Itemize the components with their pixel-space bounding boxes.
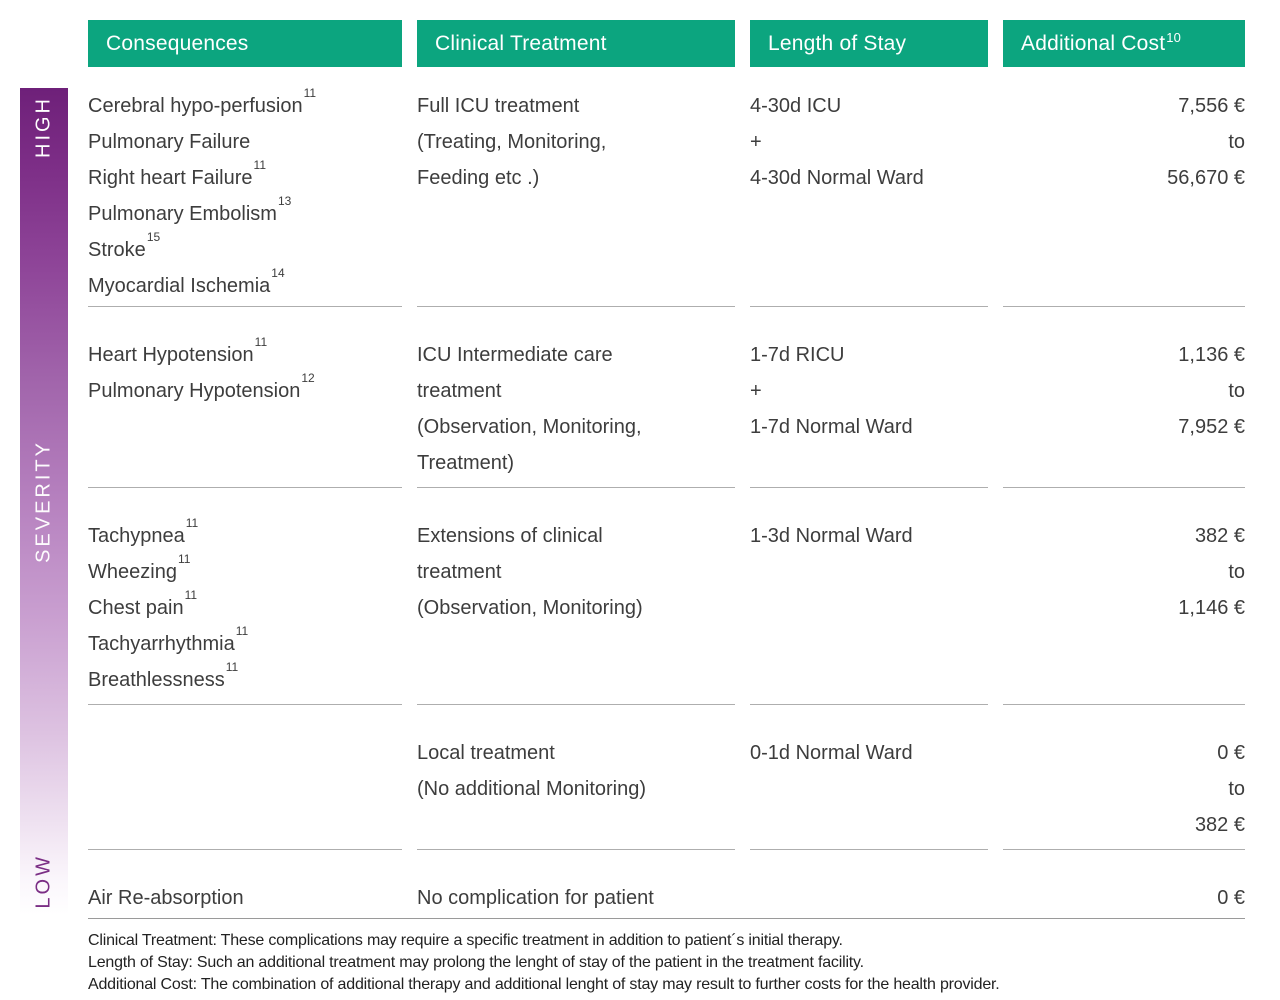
consequences-line: Pulmonary Embolism$^{13}$ bbox=[88, 194, 292, 225]
cost-line: 7,556 € bbox=[1178, 95, 1245, 117]
consequences-line: Chest pain$^{11}$ bbox=[88, 588, 198, 619]
treatment-line: treatment bbox=[417, 380, 502, 402]
treatment-line: treatment bbox=[417, 561, 502, 583]
cost-line: 1,136 € bbox=[1178, 344, 1245, 366]
footnote-additional-cost: Additional Cost: The combination of additional therapy and additional lenght of stay may result to further costs for the health provider. bbox=[88, 976, 1000, 993]
treatment-line: (Observation, Monitoring, bbox=[417, 416, 642, 438]
consequences-line: Pulmonary Hypotension$^{12}$ bbox=[88, 371, 315, 402]
cost-line: 56,670 € bbox=[1167, 167, 1245, 189]
consequences-line: Tachypnea$^{11}$ bbox=[88, 516, 199, 547]
cost-line: 0 € bbox=[1217, 887, 1245, 909]
consequences-line: Stroke$^{15}$ bbox=[88, 230, 161, 261]
stay-line: 4-30d ICU bbox=[750, 95, 842, 117]
footnotes bbox=[88, 930, 1228, 996]
severity-axis-label: SEVERITY bbox=[32, 440, 55, 563]
row-3-cost-cell bbox=[1003, 487, 1245, 704]
treatment-line: (Treating, Monitoring, bbox=[417, 131, 607, 153]
consequences-line: Pulmonary Failure bbox=[88, 131, 251, 153]
row-3-stay-cell bbox=[750, 487, 988, 704]
column-header-consequences bbox=[88, 20, 402, 67]
row-1-treatment-cell bbox=[417, 88, 735, 306]
stay-line: 1-3d Normal Ward bbox=[750, 525, 913, 547]
treatment-line: No complication for patient bbox=[417, 887, 654, 909]
row-2-stay-cell bbox=[750, 306, 988, 487]
consequences-line: Wheezing$^{11}$ bbox=[88, 552, 191, 583]
treatment-line: Treatment) bbox=[417, 452, 515, 474]
footnote-ref-superscript: 11 bbox=[254, 335, 268, 350]
cost-line: 1,146 € bbox=[1178, 597, 1245, 619]
cost-line: 382 € bbox=[1194, 814, 1245, 836]
severity-gradient-bar bbox=[20, 88, 68, 915]
footnote-ref-superscript: 11 bbox=[303, 86, 317, 101]
consequences-line: Heart Hypotension$^{11}$ bbox=[88, 335, 268, 366]
treatment-line: Feeding etc .) bbox=[417, 167, 540, 189]
row-5-treatment-cell bbox=[417, 849, 735, 922]
treatment-line: Full ICU treatment bbox=[417, 95, 580, 117]
complications-cost-table bbox=[88, 20, 1245, 922]
column-header-clinical-treatment bbox=[417, 20, 735, 67]
severity-low-label: LOW bbox=[32, 854, 55, 909]
row-3-treatment-cell bbox=[417, 487, 735, 704]
consequences-line: Air Re-absorption bbox=[88, 887, 244, 909]
row-4-cost-cell bbox=[1003, 704, 1245, 849]
treatment-line: (No additional Monitoring) bbox=[417, 778, 647, 800]
stay-line: + bbox=[750, 380, 762, 402]
column-header-label: Length of Stay bbox=[768, 31, 907, 55]
row-4-treatment-cell bbox=[417, 704, 735, 849]
row-1-cost-cell bbox=[1003, 88, 1245, 306]
footnote-ref-superscript: 15 bbox=[146, 230, 161, 245]
cost-line: to bbox=[1228, 380, 1245, 402]
row-2-consequences-cell bbox=[88, 306, 402, 487]
column-header-label: Consequences bbox=[106, 31, 249, 55]
consequences-line: Myocardial Ischemia$^{14}$ bbox=[88, 266, 285, 297]
stay-line: 0-1d Normal Ward bbox=[750, 742, 913, 764]
footnote-clinical-treatment: Clinical Treatment: These complications may require a specific treatment in addition to patient´s initial therapy. bbox=[88, 932, 843, 949]
table-bottom-divider bbox=[88, 918, 1245, 919]
row-2-cost-cell bbox=[1003, 306, 1245, 487]
footnote-length-of-stay: Length of Stay: Such an additional treatment may prolong the lenght of stay of the patient in the treatment facility. bbox=[88, 954, 864, 971]
row-5-consequences-cell bbox=[88, 849, 402, 922]
consequences-line: Cerebral hypo-perfusion$^{11}$ bbox=[88, 86, 317, 117]
cost-line: 382 € bbox=[1194, 525, 1245, 547]
treatment-line: Local treatment bbox=[417, 742, 555, 764]
footnote-ref-superscript: 11 bbox=[177, 552, 191, 567]
consequences-line: Breathlessness$^{11}$ bbox=[88, 660, 239, 691]
footnote-ref-superscript: 11 bbox=[225, 660, 239, 675]
row-5-cost-cell bbox=[1003, 849, 1245, 922]
cost-line: 7,952 € bbox=[1178, 416, 1245, 438]
column-header-length-of-stay bbox=[750, 20, 988, 67]
footnote-ref-superscript: 11 bbox=[235, 624, 249, 639]
severity-high-label: HIGH bbox=[32, 96, 55, 158]
row-4-stay-cell bbox=[750, 704, 988, 849]
stay-line: 4-30d Normal Ward bbox=[750, 167, 924, 189]
row-4-consequences-cell bbox=[88, 704, 402, 849]
column-header-label: Additional Cost bbox=[1021, 31, 1166, 55]
consequences-line: Tachyarrhythmia$^{11}$ bbox=[88, 624, 249, 655]
footnote-ref-superscript: 11 bbox=[253, 158, 266, 173]
treatment-line: ICU Intermediate care bbox=[417, 344, 613, 366]
cost-line: to bbox=[1228, 131, 1245, 153]
footnote-ref-superscript: 12 bbox=[301, 371, 315, 386]
footnote-ref-superscript: 13 bbox=[277, 194, 292, 209]
column-header-label: Clinical Treatment bbox=[435, 31, 607, 55]
stay-line: 1-7d RICU bbox=[750, 344, 845, 366]
cost-line: to bbox=[1228, 778, 1245, 800]
consequences-line: Right heart Failure$^{11}$ bbox=[88, 158, 266, 189]
stay-line: 1-7d Normal Ward bbox=[750, 416, 913, 438]
row-5-stay-cell bbox=[750, 849, 988, 922]
stay-line: + bbox=[750, 131, 762, 153]
row-1-stay-cell bbox=[750, 88, 988, 306]
footnote-ref-superscript: 11 bbox=[185, 516, 199, 531]
footnote-ref-superscript: 14 bbox=[271, 266, 285, 281]
footnote-ref-superscript: 11 bbox=[184, 588, 198, 603]
row-2-treatment-cell bbox=[417, 306, 735, 487]
row-1-consequences-cell bbox=[88, 88, 402, 306]
treatment-line: (Observation, Monitoring) bbox=[417, 597, 643, 619]
cost-line: to bbox=[1228, 561, 1245, 583]
cost-line: 0 € bbox=[1217, 742, 1245, 764]
column-header-additional-cost: Additional Cost $^{10}$ bbox=[1003, 20, 1245, 67]
treatment-line: Extensions of clinical bbox=[417, 525, 603, 547]
row-3-consequences-cell bbox=[88, 487, 402, 704]
